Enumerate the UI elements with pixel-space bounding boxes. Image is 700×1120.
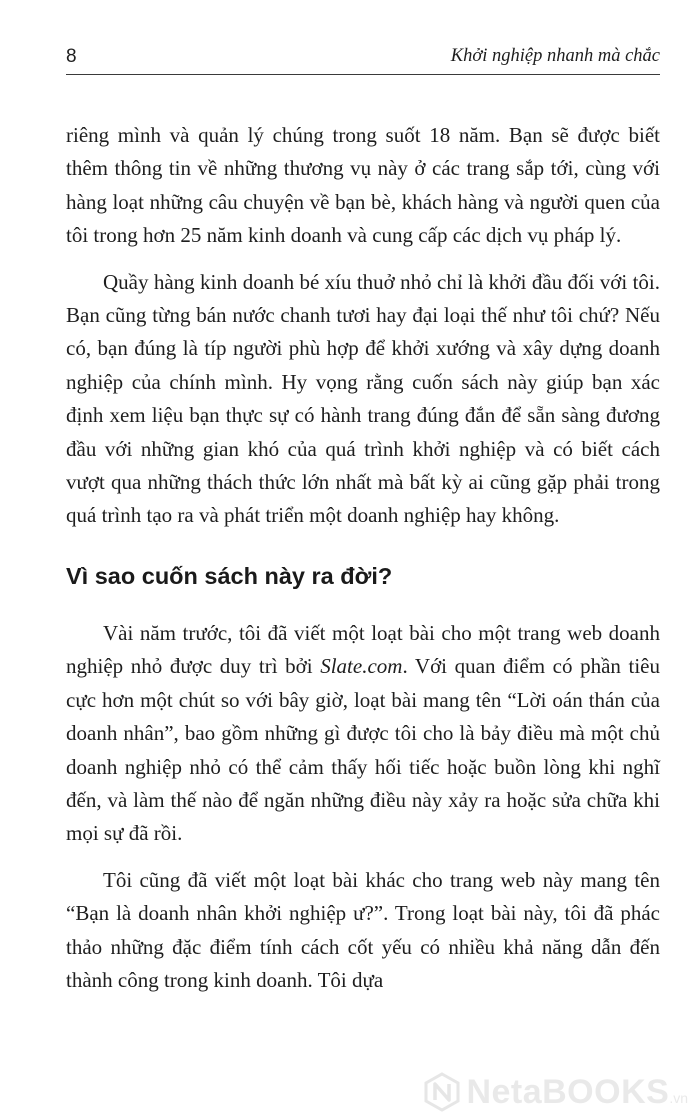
- paragraph-4: Tôi cũng đã viết một loạt bài khác cho trang web này mang tên “Bạn là doanh nhân khởi nghiệp ư?”. Trong loạt bài này, tôi đã phác thảo những đặc điểm tính cách cốt yếu có nhiều khả năng dẫn đến thành công trong kinh doanh. Tôi dựa: [66, 867, 660, 992]
- watermark-brand: NetaBOOKS: [466, 1072, 670, 1111]
- section-heading: Vì sao cuốn sách này ra đời?: [66, 562, 393, 589]
- header-rule: [66, 74, 660, 75]
- website-name: Slate.com: [320, 654, 403, 679]
- paragraph-1: riêng mình và quản lý chúng trong suốt 18 năm. Bạn sẽ được biết thêm thông tin về những thương vụ này ở các trang sắp tới, cùng với hàng loạt những câu chuyện về bạn bè, khách hàng và người quen của tôi trong hơn 25 năm kinh doanh và cung cấp các dịch vụ pháp lý.: [66, 123, 660, 248]
- running-head: [66, 46, 660, 72]
- paragraph-3: [66, 617, 660, 851]
- netabooks-logo-icon: [422, 1072, 462, 1112]
- watermark-suffix: .vn: [669, 1090, 688, 1106]
- watermark: [422, 1072, 688, 1112]
- paragraph-3-text-start: Vài năm trước, tôi đã viết một loạt bài cho một trang web doanh nghiệp nhỏ được duy trì bởi: [66, 620, 660, 679]
- paragraph-2: Quầy hàng kinh doanh bé xíu thuở nhỏ chỉ là khởi đầu đối với tôi. Bạn cũng từng bán nước chanh tươi hay đại loại thế như tôi chứ? Nếu có, bạn đúng là típ người phù hợp để khởi xướng và xây dựng doanh nghiệp của chính mình. Hy vọng rằng cuốn sách này giúp bạn xác định xem liệu bạn thực sự có hành trang đúng đắn để sẵn sàng đương đầu với những gian khó của quá trình khởi nghiệp và có biết cách vượt qua những thách thức lớn nhất mà bất kỳ ai cũng gặp phải trong quá trình tạo ra và phát triển một doanh nghiệp hay không.: [66, 269, 660, 528]
- page-number: 8: [66, 46, 77, 67]
- paragraph-3-text-end: . Với quan điểm có phần tiêu cực hơn một chút so với bây giờ, loạt bài mang tên “Lời oán thán của doanh nhân”, bao gồm những gì được tôi cho là bảy điều mà một chủ doanh nghiệp nhỏ có thể cảm thấy hối tiếc hoặc buồn lòng khi nghĩ đến, và làm thế nào để ngăn những điều này xảy ra hoặc sửa chữa khi mọi sự đã rồi.: [66, 654, 660, 846]
- running-title: Khởi nghiệp nhanh mà chắc: [450, 46, 660, 66]
- body-text: [66, 119, 660, 997]
